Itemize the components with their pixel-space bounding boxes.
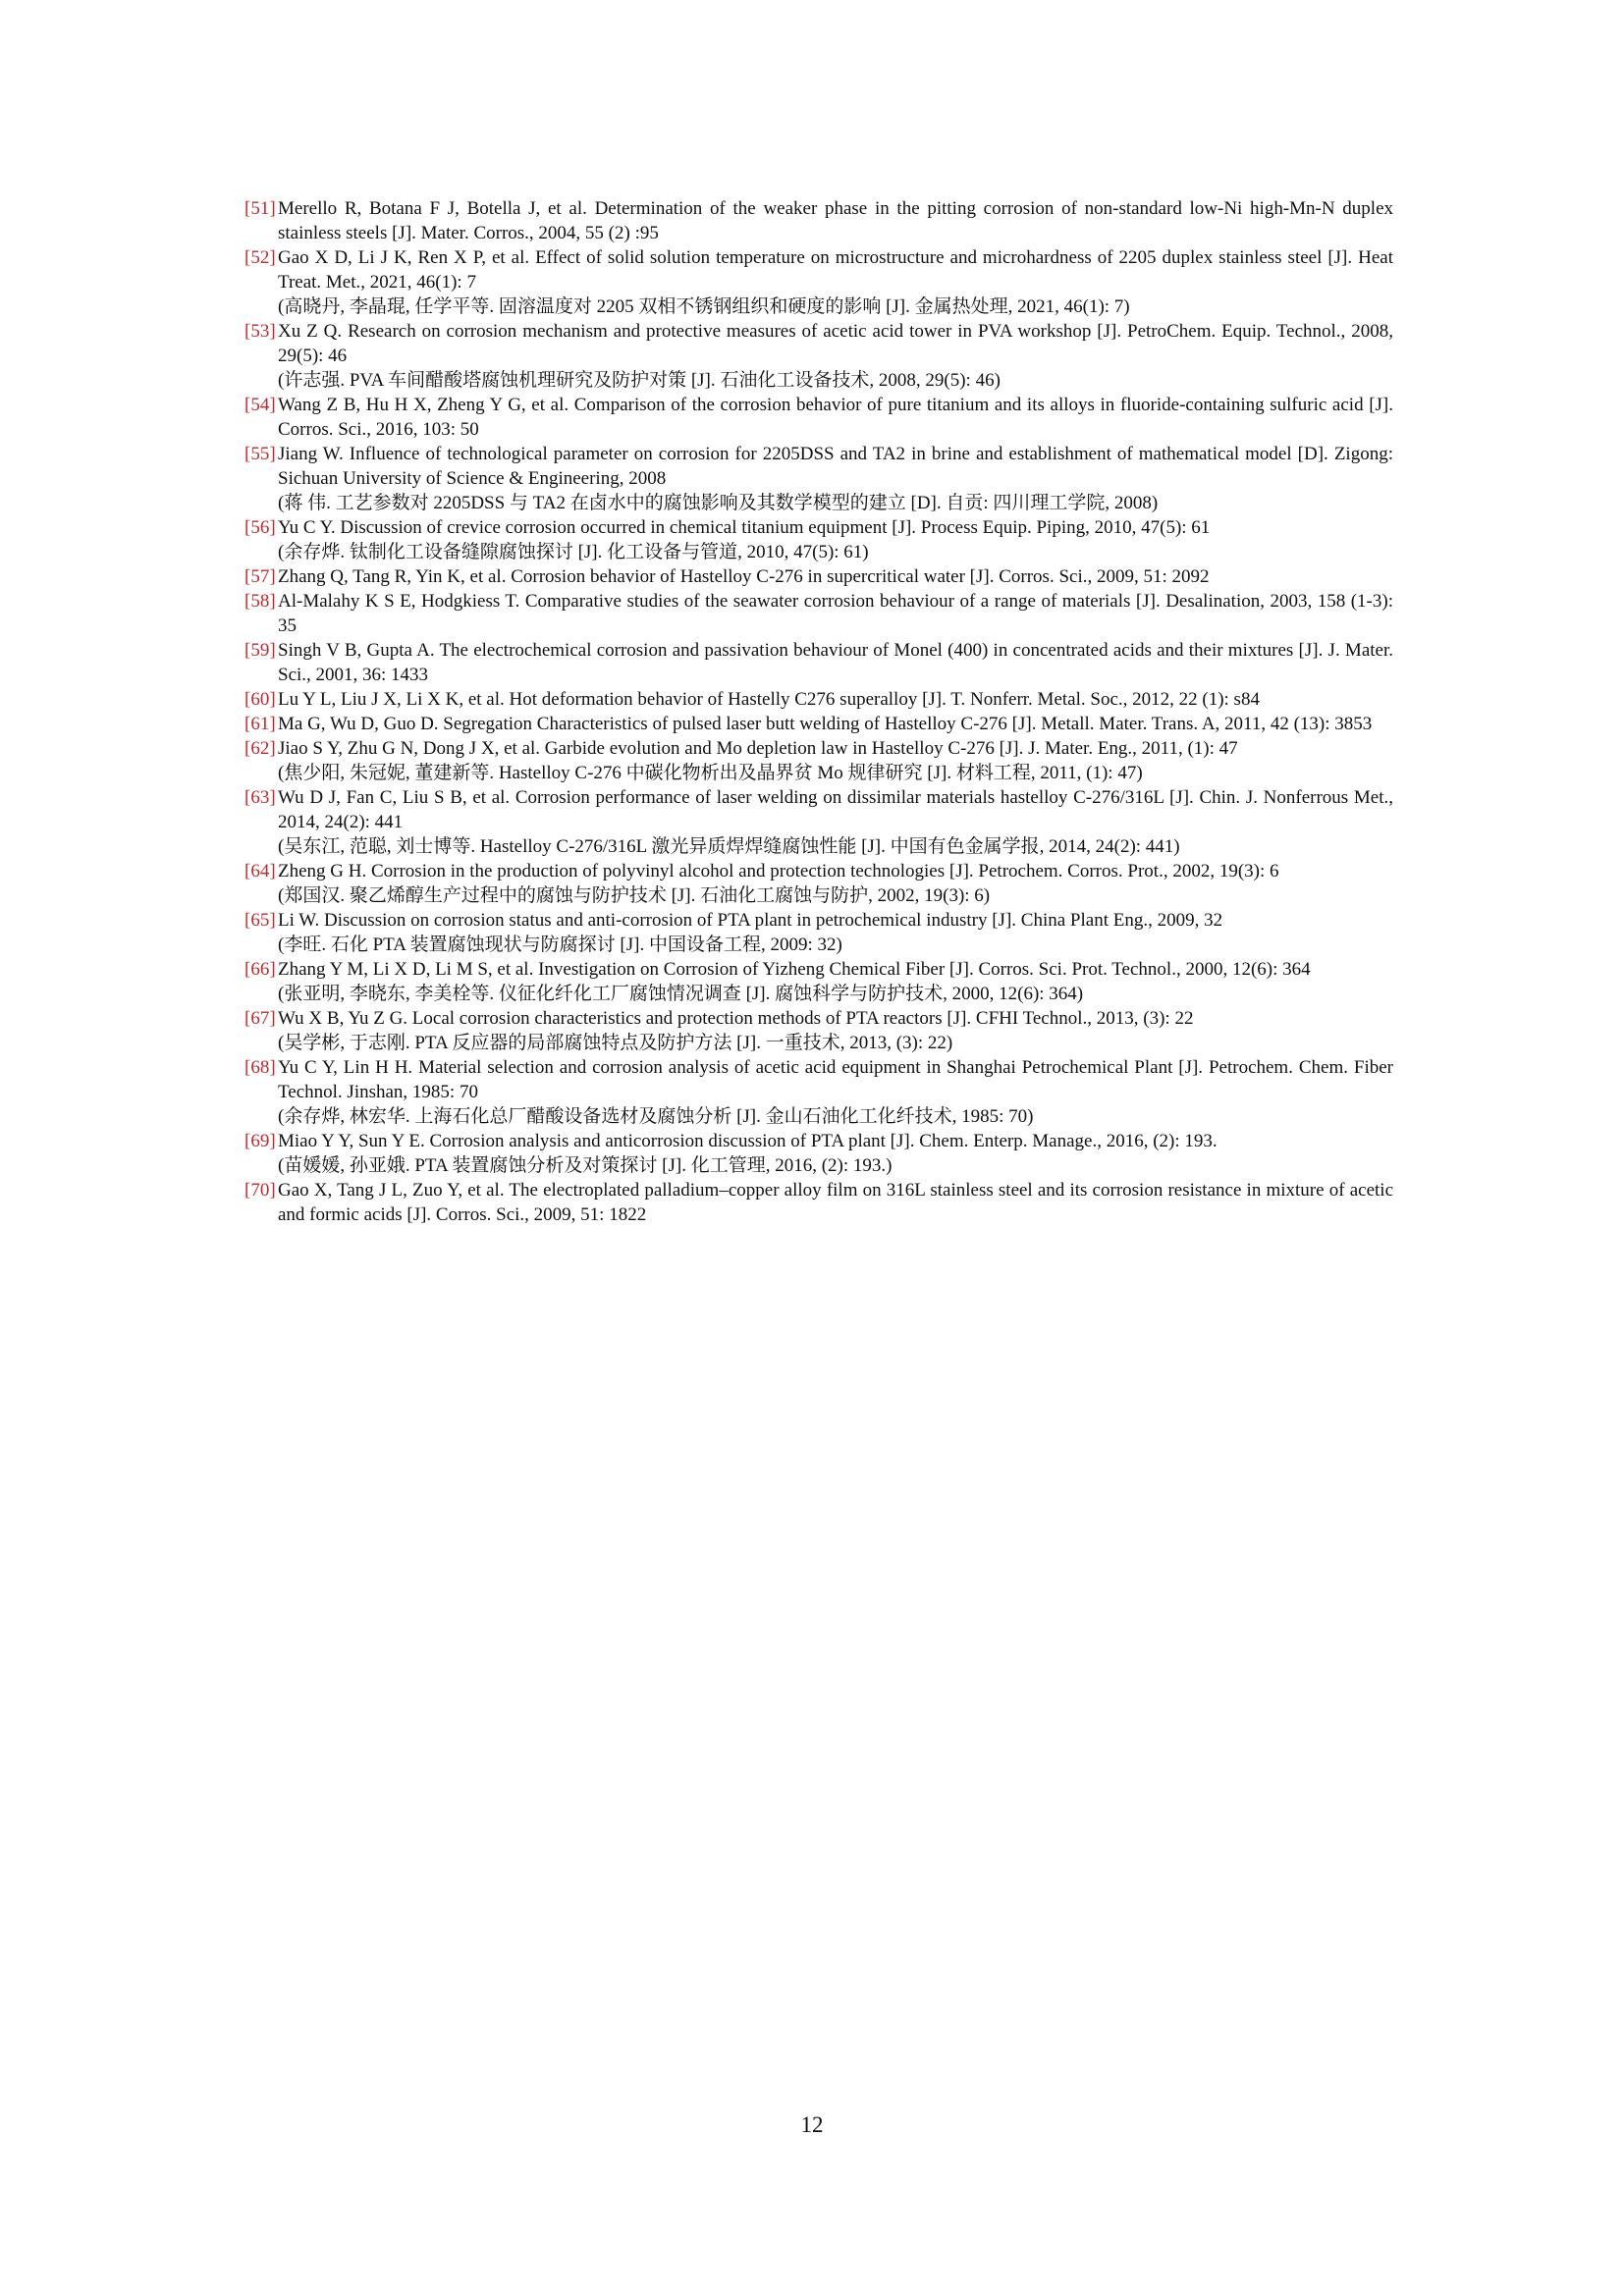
reference-text: Jiao S Y, Zhu G N, Dong J X, et al. Garbide evolution and Mo depletion law in Hastelloy C-276 [J]. J. Mater. Eng., 2011, (1): 47 (278, 738, 1238, 759)
reference-item (244, 712, 1393, 736)
reference-number[interactable]: [53] (244, 321, 276, 342)
reference-item (244, 564, 1393, 589)
page-number: 12 (800, 2112, 824, 2137)
reference-number[interactable]: [51] (244, 198, 276, 219)
reference-text: Wu D J, Fan C, Liu S B, et al. Corrosion performance of laser welding on dissimilar materials hastelloy C-276/316L [J]. Chin. J. Nonferrous Met., 2014, 24(2): 441 (278, 787, 1393, 832)
reference-number[interactable]: [52] (244, 247, 276, 268)
reference-chinese-text: (郑国汉. 聚乙烯醇生产过程中的腐蚀与防护技术 [J]. 石油化工腐蚀与防护, 2002, 19(3): 6) (278, 885, 991, 906)
reference-text: Ma G, Wu D, Guo D. Segregation Characteristics of pulsed laser butt welding of Hastelloy C-276 [J]. Metall. Mater. Trans. A, 2011, 42 (13): 3853 (278, 714, 1373, 734)
reference-chinese-text: (焦少阳, 朱冠妮, 董建新等. Hastelloy C-276 中碳化物析出及晶界贫 Mo 规律研究 [J]. 材料工程, 2011, (1): 47) (278, 763, 1143, 783)
reference-number[interactable]: [68] (244, 1057, 276, 1078)
reference-number[interactable]: [64] (244, 861, 276, 881)
reference-item (244, 196, 1393, 245)
reference-number[interactable]: [69] (244, 1131, 276, 1151)
reference-chinese-text: (吴东江, 范聪, 刘士博等. Hastelloy C-276/316L 激光异质焊焊缝腐蚀性能 [J]. 中国有色金属学报, 2014, 24(2): 441) (278, 836, 1180, 857)
reference-text: Jiang W. Influence of technological parameter on corrosion for 2205DSS and TA2 in brine and establishment of mathematical model [D]. Zigong: Sichuan University of Science & Engineering, 2008 (278, 444, 1393, 489)
reference-number[interactable]: [59] (244, 640, 276, 661)
reference-number[interactable]: [61] (244, 714, 276, 734)
reference-chinese-text: (许志强. PVA 车间醋酸塔腐蚀机理研究及防护对策 [J]. 石油化工设备技术, 2008, 29(5): 46) (278, 370, 1001, 391)
reference-chinese-text: (余存烨. 钛制化工设备缝隙腐蚀探讨 [J]. 化工设备与管道, 2010, 47(5): 61) (278, 542, 869, 562)
reference-number[interactable]: [54] (244, 395, 276, 415)
reference-item (244, 687, 1393, 712)
reference-number[interactable]: [55] (244, 444, 276, 464)
reference-number[interactable]: [66] (244, 959, 276, 980)
reference-number[interactable]: [62] (244, 738, 276, 759)
reference-number[interactable]: [58] (244, 591, 276, 612)
reference-chinese-text: (吴学彬, 于志刚. PTA 反应器的局部腐蚀特点及防护方法 [J]. 一重技术, 2013, (3): 22) (278, 1033, 953, 1053)
reference-number[interactable]: [65] (244, 910, 276, 931)
reference-item (244, 785, 1393, 859)
reference-item (244, 1178, 1393, 1227)
reference-item (244, 1006, 1393, 1055)
reference-item (244, 1129, 1393, 1178)
reference-text: Wang Z B, Hu H X, Zheng Y G, et al. Comparison of the corrosion behavior of pure titanium and its alloys in fluoride-containing sulfuric acid [J]. Corros. Sci., 2016, 103: 50 (278, 395, 1393, 440)
reference-text: Singh V B, Gupta A. The electrochemical corrosion and passivation behaviour of Monel (400) in concentrated acids and their mixtures [J]. J. Mater. Sci., 2001, 36: 1433 (278, 640, 1393, 685)
reference-number[interactable]: [57] (244, 566, 276, 587)
reference-text: Al-Malahy K S E, Hodgkiess T. Comparative studies of the seawater corrosion behaviour of a range of materials [J]. Desalination, 2003, 158 (1-3): 35 (278, 591, 1393, 636)
reference-chinese-text: (李旺. 石化 PTA 装置腐蚀现状与防腐探讨 [J]. 中国设备工程, 2009: 32) (278, 934, 842, 955)
reference-number[interactable]: [70] (244, 1180, 276, 1201)
reference-item (244, 442, 1393, 515)
reference-item (244, 319, 1393, 393)
reference-text: Yu C Y, Lin H H. Material selection and corrosion analysis of acetic acid equipment in Shanghai Petrochemical Plant [J]. Petrochem. Chem. Fiber Technol. Jinshan, 1985: 70 (278, 1057, 1393, 1102)
reference-text: Zhang Y M, Li X D, Li M S, et al. Investigation on Corrosion of Yizheng Chemical Fiber [J]. Corros. Sci. Prot. Technol., 2000, 12(6): 364 (278, 959, 1311, 980)
reference-text: Miao Y Y, Sun Y E. Corrosion analysis and anticorrosion discussion of PTA plant [J]. Chem. Enterp. Manage., 2016, (2): 193. (278, 1131, 1218, 1151)
reference-text: Li W. Discussion on corrosion status and anti-corrosion of PTA plant in petrochemical industry [J]. China Plant Eng., 2009, 32 (278, 910, 1223, 931)
reference-item (244, 908, 1393, 957)
reference-item (244, 245, 1393, 319)
reference-chinese-text: (苗媛媛, 孙亚娥. PTA 装置腐蚀分析及对策探讨 [J]. 化工管理, 2016, (2): 193.) (278, 1155, 893, 1176)
reference-text: Wu X B, Yu Z G. Local corrosion characteristics and protection methods of PTA reactors [J]. CFHI Technol., 2013, (3): 22 (278, 1008, 1194, 1029)
reference-item (244, 957, 1393, 1006)
reference-chinese-text: (蒋 伟. 工艺参数对 2205DSS 与 TA2 在卤水中的腐蚀影响及其数学模型的建立 [D]. 自贡: 四川理工学院, 2008) (278, 493, 1159, 513)
reference-text: Gao X, Tang J L, Zuo Y, et al. The electroplated palladium–copper alloy film on 316L stainless steel and its corrosion resistance in mixture of acetic and formic acids [J]. Corros. Sci., 2009, 51: 1822 (278, 1180, 1393, 1225)
reference-item (244, 736, 1393, 785)
reference-item (244, 589, 1393, 638)
reference-text: Zhang Q, Tang R, Yin K, et al. Corrosion behavior of Hastelloy C-276 in supercritical water [J]. Corros. Sci., 2009, 51: 2092 (278, 566, 1210, 587)
reference-chinese-text: (张亚明, 李晓东, 李美栓等. 仪征化纤化工厂腐蚀情况调查 [J]. 腐蚀科学与防护技术, 2000, 12(6): 364) (278, 984, 1084, 1004)
reference-text: Lu Y L, Liu J X, Li X K, et al. Hot deformation behavior of Hastelly C276 superalloy [J]. T. Nonferr. Metal. Soc., 2012, 22 (1): s84 (278, 689, 1260, 710)
reference-number[interactable]: [67] (244, 1008, 276, 1029)
reference-chinese-text: (余存烨, 林宏华. 上海石化总厂醋酸设备选材及腐蚀分析 [J]. 金山石油化工化纤技术, 1985: 70) (278, 1106, 1034, 1127)
reference-list (244, 196, 1393, 1227)
reference-chinese-text: (高晓丹, 李晶琨, 任学平等. 固溶温度对 2205 双相不锈钢组织和硬度的影响 [J]. 金属热处理, 2021, 46(1): 7) (278, 296, 1130, 317)
reference-item (244, 859, 1393, 908)
reference-text: Yu C Y. Discussion of crevice corrosion occurred in chemical titanium equipment [J]. Process Equip. Piping, 2010, 47(5): 61 (278, 517, 1211, 538)
reference-text: Xu Z Q. Research on corrosion mechanism and protective measures of acetic acid tower in PVA workshop [J]. PetroChem. Equip. Technol., 2008, 29(5): 46 (278, 321, 1393, 366)
reference-item (244, 393, 1393, 442)
reference-number[interactable]: [63] (244, 787, 276, 808)
reference-item (244, 1055, 1393, 1129)
reference-item (244, 638, 1393, 687)
reference-number[interactable]: [56] (244, 517, 276, 538)
reference-number[interactable]: [60] (244, 689, 276, 710)
reference-text: Gao X D, Li J K, Ren X P, et al. Effect of solid solution temperature on microstructure and microhardness of 2205 duplex stainless steel [J]. Heat Treat. Met., 2021, 46(1): 7 (278, 247, 1393, 293)
reference-text: Zheng G H. Corrosion in the production of polyvinyl alcohol and protection technologies [J]. Petrochem. Corros. Prot., 2002, 19(3): 6 (278, 861, 1279, 881)
reference-text: Merello R, Botana F J, Botella J, et al. Determination of the weaker phase in the pitting corrosion of non-standard low-Ni high-Mn-N duplex stainless steels [J]. Mater. Corros., 2004, 55 (2) :95 (278, 198, 1393, 243)
reference-item (244, 515, 1393, 564)
